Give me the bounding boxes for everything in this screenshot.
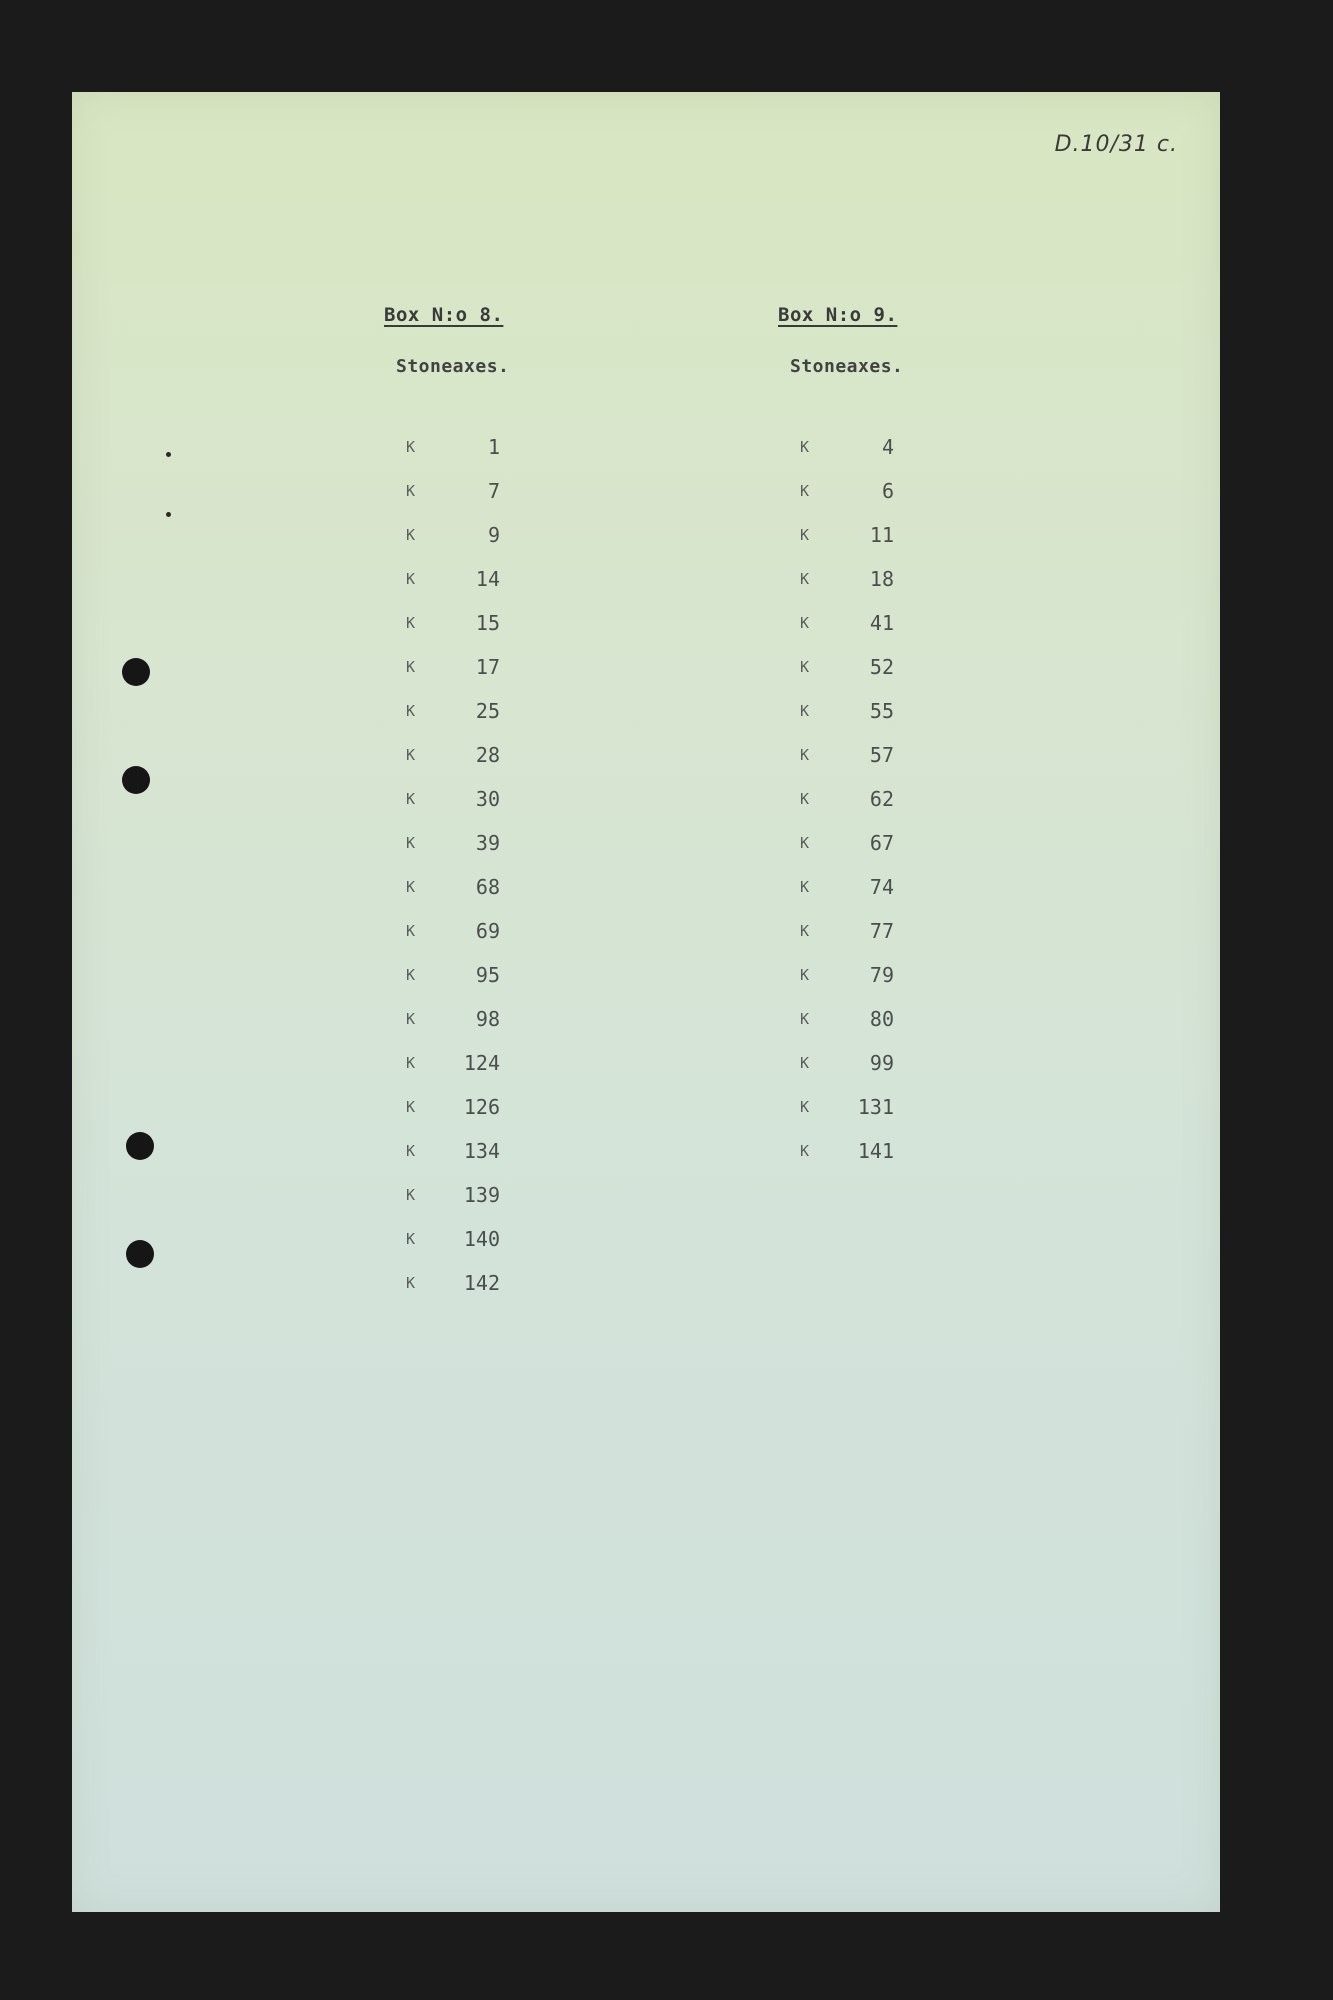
entry-prefix: K [406,966,416,984]
list-item [406,1217,644,1261]
entry-prefix: K [800,834,810,852]
margin-mark [166,512,171,517]
list-item [406,469,644,513]
entry-prefix: K [800,790,810,808]
entry-number: 99 [869,1051,894,1075]
entry-prefix: K [406,1186,416,1204]
entry-number: 6 [881,479,894,503]
list-item [406,777,644,821]
list-item [800,997,1038,1041]
list-item [406,557,644,601]
entry-list [800,425,1038,1173]
punch-hole [122,658,150,686]
entry-prefix: K [800,526,810,544]
punch-hole [122,766,150,794]
entry-prefix: K [406,1274,416,1292]
list-item [800,865,1038,909]
entry-prefix: K [406,482,416,500]
entry-number: 134 [463,1139,500,1163]
list-item [800,909,1038,953]
entry-prefix: K [406,790,416,808]
entry-number: 39 [475,831,500,855]
entry-prefix: K [406,570,416,588]
list-item [800,733,1038,777]
entry-number: 28 [475,743,500,767]
list-item [800,821,1038,865]
entry-number: 18 [869,567,894,591]
entry-prefix: K [406,1230,416,1248]
entry-number: 25 [475,699,500,723]
list-item [406,733,644,777]
list-item [406,645,644,689]
entry-number: 124 [463,1051,500,1075]
entry-prefix: K [800,702,810,720]
reference-number: D.10/31 c. [1054,132,1178,157]
list-item [800,953,1038,997]
entry-number: 15 [475,611,500,635]
entry-prefix: K [406,702,416,720]
list-item [800,601,1038,645]
entry-number: 79 [869,963,894,987]
entry-prefix: K [800,570,810,588]
entry-prefix: K [406,438,416,456]
entry-number: 62 [869,787,894,811]
entry-number: 14 [475,567,500,591]
entry-prefix: K [800,1010,810,1028]
punch-hole [126,1240,154,1268]
list-item [406,1129,644,1173]
entry-number: 17 [475,655,500,679]
entry-prefix: K [406,922,416,940]
list-item [800,469,1038,513]
list-item [800,425,1038,469]
entry-number: 77 [869,919,894,943]
entry-prefix: K [406,1098,416,1116]
entry-prefix: K [406,658,416,676]
entry-prefix: K [800,922,810,940]
box-column-right [778,304,1038,1173]
list-item [406,513,644,557]
entry-number: 141 [857,1139,894,1163]
entry-prefix: K [406,1142,416,1160]
entry-number: 69 [475,919,500,943]
list-item [800,513,1038,557]
category-label: Stoneaxes. [396,356,510,377]
list-item [406,821,644,865]
document-sheet [72,92,1220,1912]
entry-number: 41 [869,611,894,635]
entry-number: 1 [487,435,500,459]
entry-prefix: K [800,438,810,456]
list-item [406,601,644,645]
entry-number: 7 [487,479,500,503]
list-item [800,645,1038,689]
entry-number: 52 [869,655,894,679]
list-item [800,1085,1038,1129]
box-title: Box N:o 8. [384,304,504,326]
entry-number: 140 [463,1227,500,1251]
entry-number: 30 [475,787,500,811]
entry-prefix: K [406,878,416,896]
entry-number: 80 [869,1007,894,1031]
entry-number: 68 [475,875,500,899]
box-title: Box N:o 9. [778,304,898,326]
list-item [406,425,644,469]
list-item [406,865,644,909]
entry-prefix: K [800,1098,810,1116]
list-item [800,557,1038,601]
entry-prefix: K [800,1142,810,1160]
entry-number: 142 [463,1271,500,1295]
entry-number: 57 [869,743,894,767]
entry-number: 55 [869,699,894,723]
entry-prefix: K [406,746,416,764]
entry-number: 131 [857,1095,894,1119]
entry-prefix: K [406,1010,416,1028]
entry-prefix: K [800,1054,810,1072]
list-item [406,1173,644,1217]
entry-number: 139 [463,1183,500,1207]
entry-number: 9 [487,523,500,547]
entry-number: 95 [475,963,500,987]
margin-mark [166,452,171,457]
entry-prefix: K [800,878,810,896]
entry-prefix: K [406,834,416,852]
entry-list [406,425,644,1305]
entry-number: 126 [463,1095,500,1119]
entry-prefix: K [800,966,810,984]
entry-number: 98 [475,1007,500,1031]
list-item [800,689,1038,733]
entry-number: 74 [869,875,894,899]
list-item [800,777,1038,821]
entry-number: 4 [881,435,894,459]
entry-prefix: K [800,482,810,500]
list-item [800,1041,1038,1085]
entry-number: 11 [869,523,894,547]
category-label: Stoneaxes. [790,356,904,377]
list-item [406,1085,644,1129]
list-item [406,1041,644,1085]
list-item [406,953,644,997]
box-column-left [384,304,644,1305]
entry-number: 67 [869,831,894,855]
list-item [800,1129,1038,1173]
entry-prefix: K [406,1054,416,1072]
entry-prefix: K [800,658,810,676]
list-item [406,997,644,1041]
entry-prefix: K [406,614,416,632]
entry-prefix: K [800,614,810,632]
list-item [406,1261,644,1305]
punch-hole [126,1132,154,1160]
list-item [406,909,644,953]
entry-prefix: K [800,746,810,764]
list-item [406,689,644,733]
entry-prefix: K [406,526,416,544]
